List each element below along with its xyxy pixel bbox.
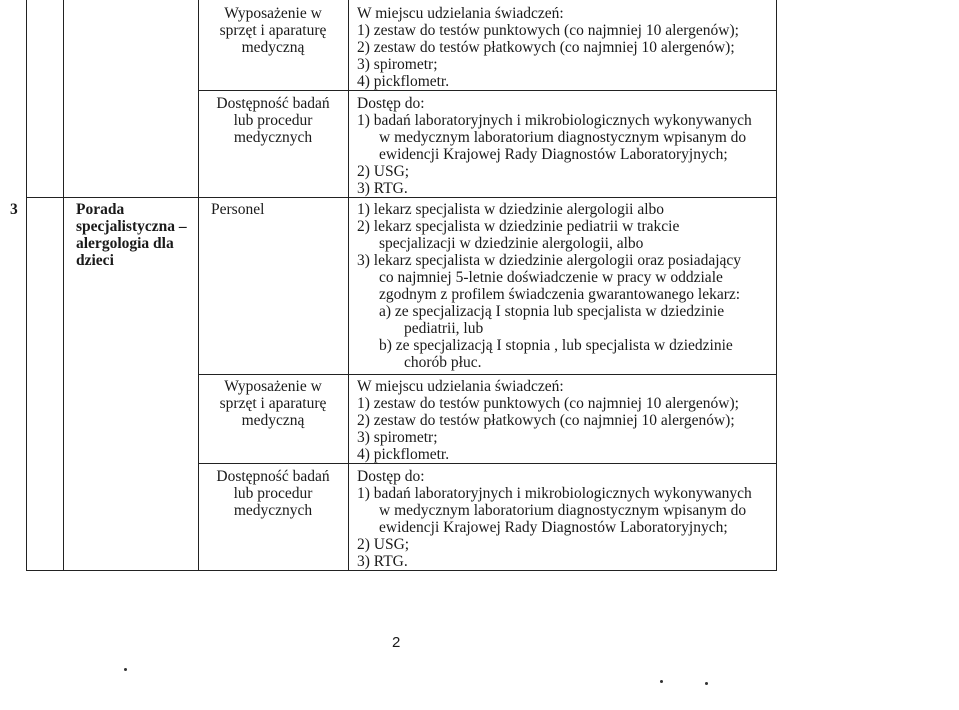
scan-speck [705,682,708,685]
requirement-line: 3) lekarz specjalista w dziedzinie alergologii oraz posiadający [357,252,742,269]
requirement-line: 4) pickflometr. [357,73,450,90]
category-equipment-2 [199,378,347,429]
category-line: Personel [211,201,265,218]
requirement-line: 4) pickflometr. [357,446,450,463]
row-divider-4 [198,463,777,464]
category-line: Wyposażenie w [224,5,322,22]
row-number: 3 [10,201,18,218]
category-procedures-2 [199,468,347,519]
service-name [76,201,187,269]
requirement-line: 3) spirometr; [357,56,438,73]
requirements-equipment [357,5,739,90]
service-name-line: alergologia dla [76,235,174,252]
requirement-line: 1) zestaw do testów punktowych (co najmniej 10 alergenów); [357,395,739,412]
requirement-line: 2) USG; [357,163,410,180]
table-border-left [26,0,27,571]
requirement-line: ewidencji Krajowej Rady Diagnostów Laboratoryjnych; [379,519,728,536]
requirement-line: w medycznym laboratorium diagnostycznym wpisanym do [379,502,747,519]
category-line: lub procedur [233,485,313,502]
requirement-line: 3) spirometr; [357,429,438,446]
requirement-line: a) ze specjalizacją I stopnia lub specjalista w dziedzinie [379,303,725,320]
requirement-line: pediatrii, lub [404,320,484,337]
category-line: Wyposażenie w [224,378,322,395]
requirement-line: 2) zestaw do testów płatkowych (co najmniej 10 alergenów); [357,412,735,429]
requirement-line: W miejscu udzielania świadczeń: [357,378,564,395]
requirement-line: w medycznym laboratorium diagnostycznym wpisanym do [379,129,747,146]
requirement-line: 1) badań laboratoryjnych i mikrobiologicznych wykonywanych [357,485,752,502]
category-procedures [199,95,347,146]
page-number: 2 [392,634,401,651]
requirements-procedures [357,95,752,197]
requirements-procedures-2 [357,468,752,570]
category-line: medycznych [233,502,313,519]
requirements-equipment-2 [357,378,739,463]
requirement-line: W miejscu udzielania świadczeń: [357,5,564,22]
row-divider-top-row3 [26,197,777,198]
requirement-line: Dostęp do: [357,95,425,112]
requirement-line: 3) RTG. [357,553,408,570]
requirement-line: ewidencji Krajowej Rady Diagnostów Laboratoryjnych; [379,146,728,163]
category-line: Dostępność badań [216,468,330,485]
service-name-line: dzieci [76,252,114,269]
category-personnel [199,201,359,218]
scan-speck [660,680,663,683]
category-line: medyczną [241,412,305,429]
category-line: medyczną [241,39,305,56]
requirement-line: 1) lekarz specjalista w dziedzinie alergologii albo [357,201,665,218]
service-name-line: specjalistyczna – [76,218,187,235]
category-line: Dostępność badań [216,95,330,112]
category-equipment [199,5,347,56]
requirement-line: 3) RTG. [357,180,408,197]
row-divider-1 [198,90,777,91]
requirements-personnel [357,201,741,371]
requirement-line: 2) USG; [357,536,410,553]
table-border-col1 [63,0,64,571]
requirement-line: Dostęp do: [357,468,425,485]
requirement-line: specjalizacji w dziedzinie alergologii, albo [379,235,644,252]
requirement-line: 1) badań laboratoryjnych i mikrobiologicznych wykonywanych [357,112,752,129]
table-border-bottom [26,570,777,571]
table-border-col3 [348,0,349,571]
category-line: sprzęt i aparaturę [219,22,327,39]
category-line: medycznych [233,129,313,146]
service-name-line: Porada [76,201,125,218]
requirement-line: zgodnym z profilem świadczenia gwarantowanego lekarz: [379,286,741,303]
requirement-line: co najmniej 5-letnie doświadczenie w pracy w oddziale [379,269,723,286]
table-border-right [776,0,777,571]
requirement-line: 1) zestaw do testów punktowych (co najmniej 10 alergenów); [357,22,739,39]
requirement-line: chorób płuc. [404,354,482,371]
category-line: lub procedur [233,112,313,129]
requirement-line: 2) zestaw do testów płatkowych (co najmniej 10 alergenów); [357,39,735,56]
category-line: sprzęt i aparaturę [219,395,327,412]
requirement-line: b) ze specjalizacją I stopnia , lub specjalista w dziedzinie [379,337,733,354]
scan-speck [124,668,127,671]
requirement-line: 2) lekarz specjalista w dziedzinie pediatrii w trakcie [357,218,680,235]
row-divider-3 [198,374,777,375]
